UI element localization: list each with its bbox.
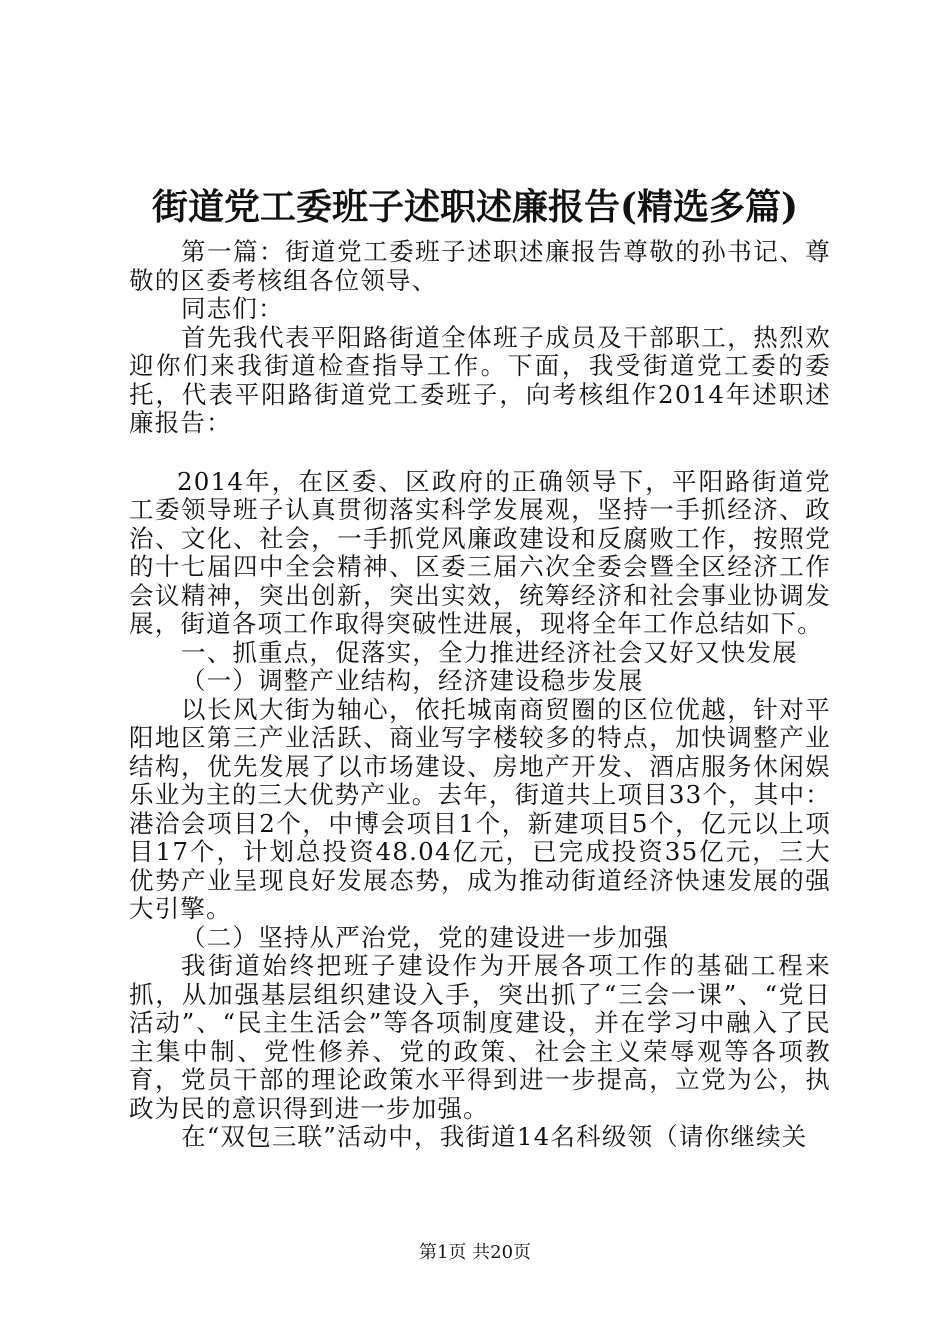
page-number-footer: 第1页 共20页 [418, 1242, 532, 1263]
document-title: 街道党工委班子述职述廉报告(精选多篇) [151, 186, 799, 228]
paragraph-salutation: 同志们： [181, 294, 284, 323]
paragraph-economy: 以长风大街为轴心，依托城南商贸圈的区位优越，针对平阳地区第三产业活跃、商业写字楼较多的特点，加快调整产业结构，优先发展了以市场建设、房地产开发、酒店服务休闲娱乐业为主的三大优势产业。去年，街道共上项目33个，其中：港洽会项目2个，中博会项目1个，新建项目5个，亿元以上项目17个，计划总投资48.04亿元，已完成投资35亿元，三大优势产业呈现良好发展态势，成为推动街道经济快速发展的强大引擎。 [129, 694, 831, 923]
subsection-heading-2: （二）坚持从严治党，党的建设进一步加强 [181, 922, 670, 952]
paragraph-intro: 第一篇：街道党工委班子述职述廉报告尊敬的孙书记、尊敬的区委考核组各位领导、 [129, 237, 831, 295]
document-body [129, 238, 831, 1152]
paragraph-summary: 2014年，在区委、区政府的正确领导下，平阳路街道党工委领导班子认真贯彻落实科学发展观，坚持一手抓经济、政治、文化、社会，一手抓党风廉政建设和反腐败工作，按照党的十七届四中全会精神、区委三届六次全委会暨全区经济工作会议精神，突出创新，突出实效，统筹经济和社会事业协调发展，街道各项工作取得突破性进展，现将全年工作总结如下。 [129, 466, 831, 638]
paragraph-activity: 在“双包三联”活动中，我街道14名科级领（请你继续关 [181, 1122, 808, 1151]
subsection-heading-1: （一）调整产业结构，经济建设稳步发展 [181, 666, 644, 695]
paragraph-party-building: 我街道始终把班子建设作为开展各项工作的基础工程来抓，从加强基层组织建设入手，突出抓了“三会一课”、“党日活动”、“民主生活会”等各项制度建设，并在学习中融入了民主集中制、党性修养、党的政策、社会主义荣辱观等各项教育，党员干部的理论政策水平得到进一步提高，立党为公，执政为民的意识得到进一步加强。 [129, 951, 831, 1123]
paragraph-opening: 首先我代表平阳路街道全体班子成员及干部职工，热烈欢迎你们来我街道检查指导工作。下面，我受街道党工委的委托，代表平阳路街道党工委班子，向考核组作2014年述职述廉报告： [129, 322, 831, 437]
section-heading-1: 一、抓重点，促落实，全力推进经济社会又好又快发展 [181, 637, 798, 667]
